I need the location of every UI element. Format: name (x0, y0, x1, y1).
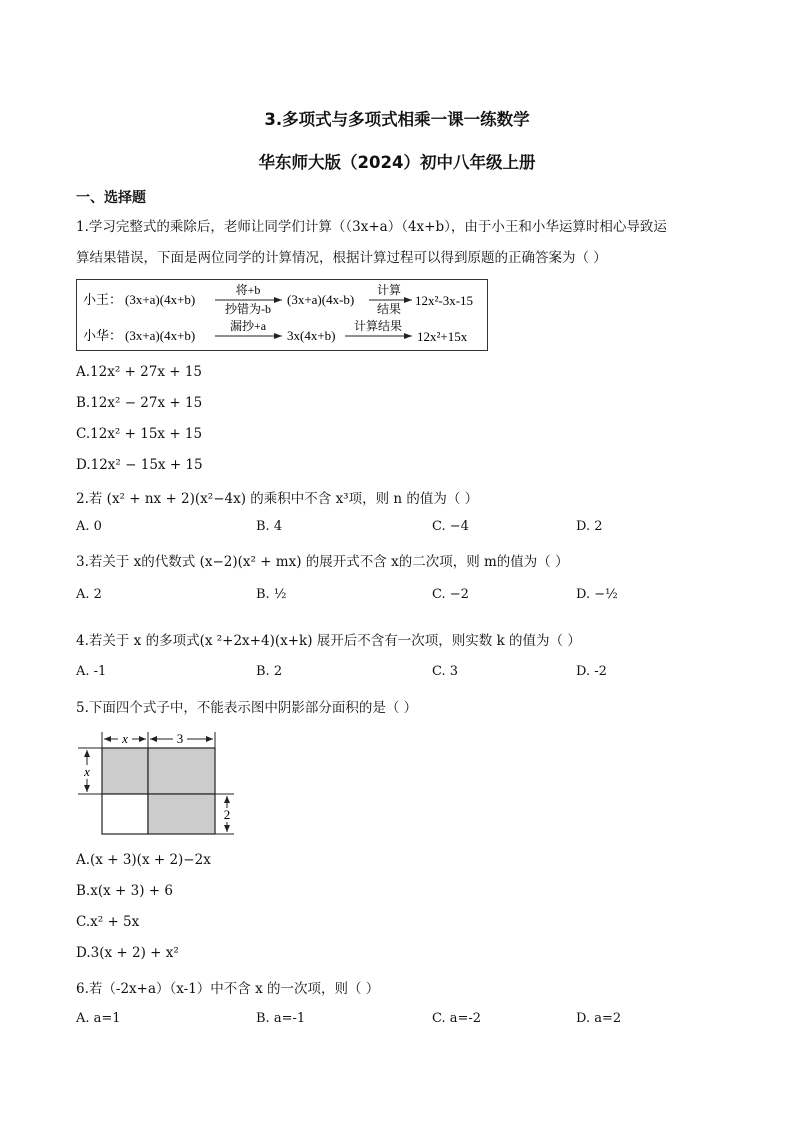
question-5-option-b[interactable]: B.x(x + 3) + 6 (76, 883, 173, 899)
section-heading: 一、选择题 (76, 190, 146, 206)
question-4-option-a[interactable]: A. -1 (76, 664, 107, 679)
row1-result: 12x²-3x-15 (415, 293, 474, 308)
blank-bottom-left (102, 794, 148, 834)
question-1-option-d[interactable]: D.12x² − 15x + 15 (76, 457, 203, 473)
shaded-top-right (148, 748, 215, 794)
question-6-option-a[interactable]: A. a=1 (76, 1011, 121, 1026)
question-5-option-c[interactable]: C.x² + 5x (76, 914, 140, 930)
question-3-stem: 3.若关于 x的代数式 (x−2)(x² + mx) 的展开式不含 x的二次项，则 m的值为（ ） (76, 554, 569, 570)
question-1-option-b[interactable]: B.12x² − 27x + 15 (76, 395, 203, 411)
question-6-option-d[interactable]: D. a=2 (576, 1011, 622, 1026)
question-2-stem: 2.若 (x² + nx + 2)(x²−4x) 的乘积中不含 x³项，则 n 的值为（ ） (76, 491, 479, 507)
question-3-option-d[interactable]: D. −½ (576, 587, 618, 602)
question-5-figure (74, 728, 244, 840)
question-1-option-a[interactable]: A.12x² + 27x + 15 (76, 364, 203, 380)
row2-expr1: (3x+a)(4x+b) (125, 328, 196, 343)
question-3-option-a[interactable]: A. 2 (76, 587, 102, 602)
row1-arrow2-bottom: 结果 (376, 302, 402, 316)
question-4-stem: 4.若关于 x 的多项式(x ²+2x+4)(x+k) 展开后不含有一次项，则实数 k 的值为（ ） (76, 633, 581, 649)
question-1-stem-line1: 1.学习完整式的乘除后，老师让同学们计算（（3x+a）（4x+b），由于小王和小华运算时相心导致运 (76, 219, 667, 235)
question-5-option-d[interactable]: D.3(x + 2) + x² (76, 945, 179, 961)
top-left-label: x (122, 731, 128, 746)
question-1-figure (76, 279, 488, 351)
question-3-option-b[interactable]: B. ½ (256, 587, 287, 602)
row1-arrow1-top: 将+b (235, 283, 261, 297)
question-2-option-b[interactable]: B. 4 (256, 519, 283, 534)
question-1-stem-line2: 算结果错误，下面是两位同学的计算情况，根据计算过程可以得到原题的正确答案为（ ） (76, 250, 607, 266)
question-6-stem: 6.若（-2x+a）（x-1）中不含 x 的一次项，则（ ） (76, 981, 380, 997)
left-label: x (84, 764, 90, 779)
right-label: 2 (223, 807, 231, 822)
question-4-option-b[interactable]: B. 2 (256, 664, 283, 679)
question-4-option-d[interactable]: D. -2 (576, 664, 607, 679)
row2-result: 12x²+15x (417, 329, 468, 344)
row1-arrow2-top: 计算 (376, 283, 402, 297)
question-1-option-c[interactable]: C.12x² + 15x + 15 (76, 426, 203, 442)
question-6-option-b[interactable]: B. a=-1 (256, 1011, 306, 1026)
shaded-bottom-right (148, 794, 215, 834)
top-right-label: 3 (176, 731, 184, 746)
row1-name: 小王： (83, 292, 123, 307)
question-2-option-a[interactable]: A. 0 (76, 519, 102, 534)
question-2-option-d[interactable]: D. 2 (576, 519, 603, 534)
row2-name: 小华： (83, 328, 123, 343)
question-3-option-c[interactable]: C. −2 (432, 587, 469, 602)
question-5-stem: 5.下面四个式子中，不能表示图中阴影部分面积的是（ ） (76, 700, 418, 716)
shaded-top-left (102, 748, 148, 794)
row2-arrow2-top: 计算结果 (353, 319, 403, 333)
question-6-option-c[interactable]: C. a=-2 (432, 1011, 482, 1026)
row1-arrow1-bottom: 抄错为-b (225, 302, 271, 316)
question-4-option-c[interactable]: C. 3 (432, 664, 459, 679)
row1-expr2: (3x+a)(4x-b) (287, 292, 355, 307)
question-5-option-a[interactable]: A.(x + 3)(x + 2)−2x (76, 852, 211, 868)
row1-expr1: (3x+a)(4x+b) (125, 292, 196, 307)
question-2-option-c[interactable]: C. −4 (432, 519, 469, 534)
page-title: 3.多项式与多项式相乘一课一练数学 (264, 110, 530, 129)
row2-arrow1-top: 漏抄+a (229, 319, 267, 333)
page-subtitle: 华东师大版（2024）初中八年级上册 (258, 153, 536, 172)
row2-expr2: 3x(4x+b) (287, 328, 336, 343)
